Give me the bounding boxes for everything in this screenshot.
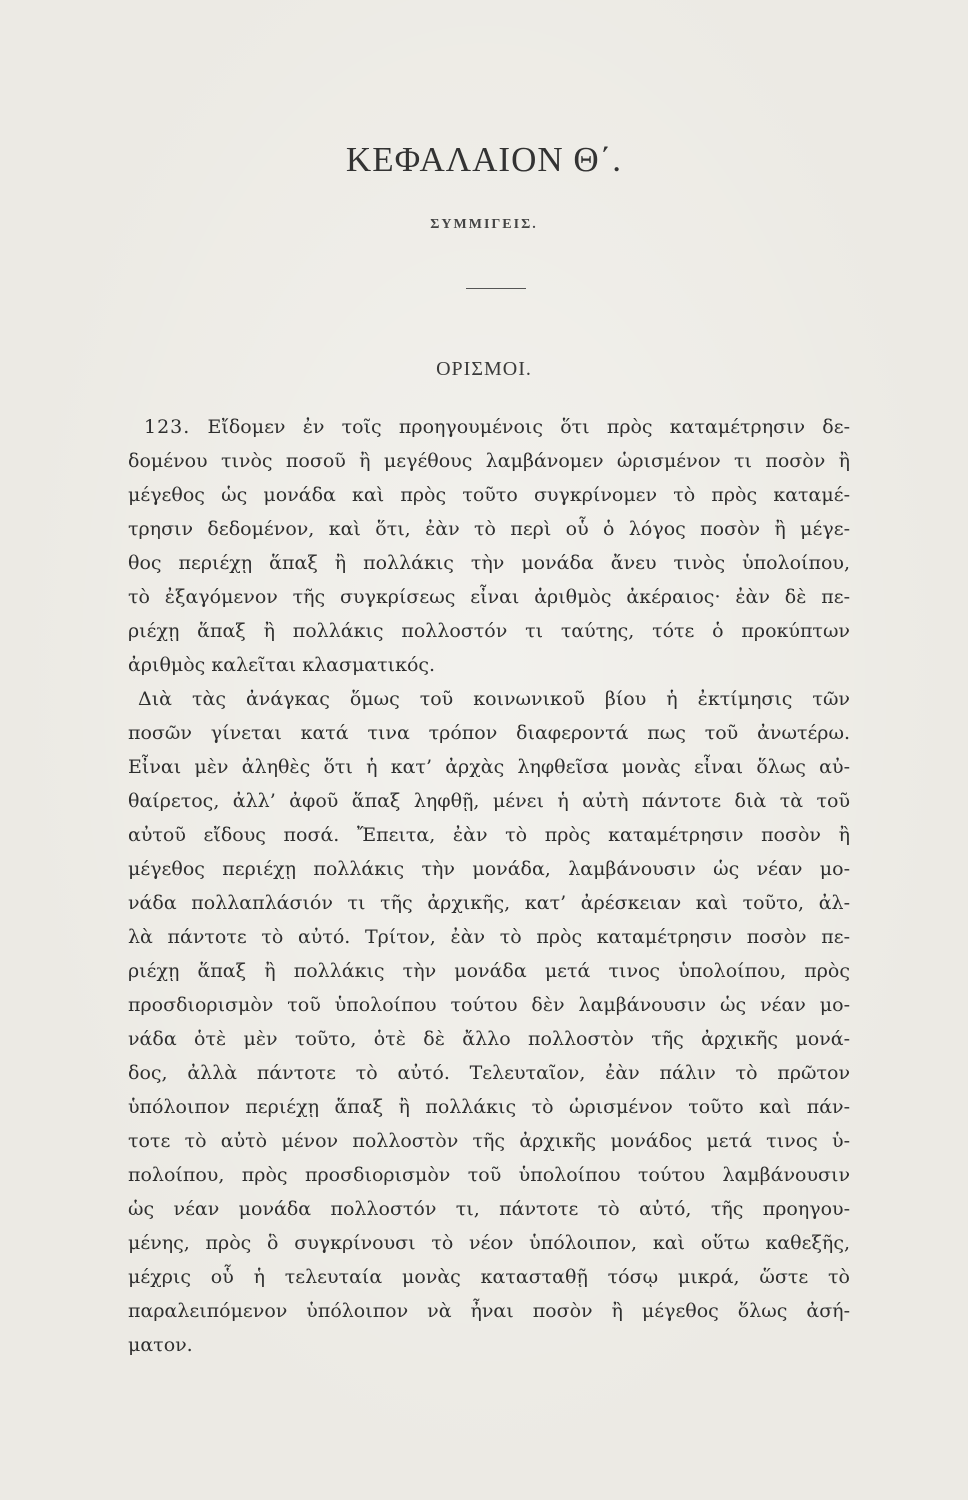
text-line: δος, ἀλλὰ πάντοτε τὸ αὐτό. Τελευταῖον, ἐὰν πάλιν τὸ πρῶτον: [128, 1062, 850, 1084]
text-line: μέγεθος ὡς μονάδα καὶ πρὸς τοῦτο συγκρίνομεν τὸ πρὸς καταμέ-: [128, 484, 850, 506]
text-line: [128, 410, 850, 444]
text-line: μέχρις οὗ ἡ τελευταία μονὰς κατασταθῇ τόσῳ μικρά, ὥστε τὸ: [128, 1266, 850, 1288]
text-line: ματον.: [128, 1334, 193, 1356]
text-line: μένης, πρὸς ὃ συγκρίνουσι τὸ νέον ὑπόλοιπον, καὶ οὕτω καθεξῆς,: [128, 1232, 850, 1254]
divider-rule: [466, 288, 526, 289]
text-line: τοτε τὸ αὐτὸ μένον πολλοστὸν τῆς ἀρχικῆς μονάδος μετά τινος ὑ-: [128, 1130, 850, 1152]
text-line: νάδα ὁτὲ μὲν τοῦτο, ὁτὲ δὲ ἄλλο πολλοστὸν τῆς ἀρχικῆς μονά-: [128, 1028, 850, 1050]
text-line: θαίρετος, ἀλλ’ ἀφοῦ ἅπαξ ληφθῇ, μένει ἡ αὐτὴ πάντοτε διὰ τὰ τοῦ: [128, 790, 850, 812]
text-line: Εἶναι μὲν ἀληθὲς ὅτι ἡ κατ’ ἀρχὰς ληφθεῖσα μονὰς εἶναι ὅλως αὐ-: [128, 756, 850, 778]
text-line: λὰ πάντοτε τὸ αὐτό. Τρίτον, ἐὰν τὸ πρὸς καταμέτρησιν ποσὸν πε-: [128, 926, 850, 948]
chapter-subtitle: ΣΥΜΜΙΓΕΙΣ.: [430, 217, 538, 232]
text-line: νάδα πολλαπλάσιόν τι τῆς ἀρχικῆς, κατ’ ἀρέσκειαν καὶ τοῦτο, ἀλ-: [128, 892, 850, 914]
text-line: ποσῶν γίνεται κατά τινα τρόπον διαφεροντά πως τοῦ ἀνωτέρω.: [128, 722, 850, 744]
text-line: ἀριθμὸς καλεῖται κλασματικός.: [128, 654, 436, 676]
text-line: πολοίπου, πρὸς προσδιορισμὸν τοῦ ὑπολοίπου τούτου λαμβάνουσιν: [128, 1164, 850, 1186]
section-heading: ΟΡΙΣΜΟΙ.: [436, 358, 532, 380]
text-line: τρησιν δεδομένον, καὶ ὅτι, ἐὰν τὸ περὶ οὗ ὁ λόγος ποσὸν ἢ μέγε-: [128, 518, 850, 540]
text-line: ὑπόλοιπον περιέχῃ ἅπαξ ἢ πολλάκις τὸ ὡρισμένον τοῦτο καὶ πάν-: [128, 1096, 850, 1118]
paragraph-number: 123.: [144, 416, 191, 438]
chapter-title: ΚΕΦΑΛΑΙΟΝ Θ΄.: [345, 140, 623, 179]
text-line: δομένου τινὸς ποσοῦ ἢ μεγέθους λαμβάνομεν ὡρισμένον τι ποσὸν ἢ: [128, 450, 850, 472]
text-line: ριέχῃ ἅπαξ ἢ πολλάκις τὴν μονάδα μετά τινος ὑπολοίπου, πρὸς: [128, 960, 850, 982]
text-line: προσδιορισμὸν τοῦ ὑπολοίπου τούτου δὲν λαμβάνουσιν ὡς νέαν μο-: [128, 994, 850, 1016]
text-line: μέγεθος περιέχῃ πολλάκις τὴν μονάδα, λαμβάνουσιν ὡς νέαν μο-: [128, 858, 850, 880]
text-line: θος περιέχῃ ἅπαξ ἢ πολλάκις τὴν μονάδα ἄνευ τινὸς ὑπολοίπου,: [128, 552, 850, 574]
text-line: τὸ ἐξαγόμενον τῆς συγκρίσεως εἶναι ἀριθμὸς ἀκέραιος· ἐὰν δὲ πε-: [128, 586, 850, 608]
text-line: παραλειπόμενον ὑπόλοιπον νὰ ἦναι ποσὸν ἢ μέγεθος ὅλως ἀσή-: [128, 1300, 850, 1322]
text-line-content: Εἴδομεν ἐν τοῖς προηγουμένοις ὅτι πρὸς καταμέτρησιν δε-: [207, 416, 850, 438]
text-line: ριέχῃ ἅπαξ ἢ πολλάκις πολλοστόν τι ταύτης, τότε ὁ προκύπτων: [128, 620, 850, 642]
body-text: [128, 410, 850, 1362]
text-line: ὡς νέαν μονάδα πολλοστόν τι, πάντοτε τὸ αὐτό, τῆς προηγου-: [128, 1198, 850, 1220]
text-line: αὐτοῦ εἴδους ποσά. Ἔπειτα, ἐὰν τὸ πρὸς καταμέτρησιν ποσὸν ἢ: [128, 824, 850, 846]
text-line: Διὰ τὰς ἀνάγκας ὅμως τοῦ κοινωνικοῦ βίου ἡ ἐκτίμησις τῶν: [138, 688, 850, 710]
